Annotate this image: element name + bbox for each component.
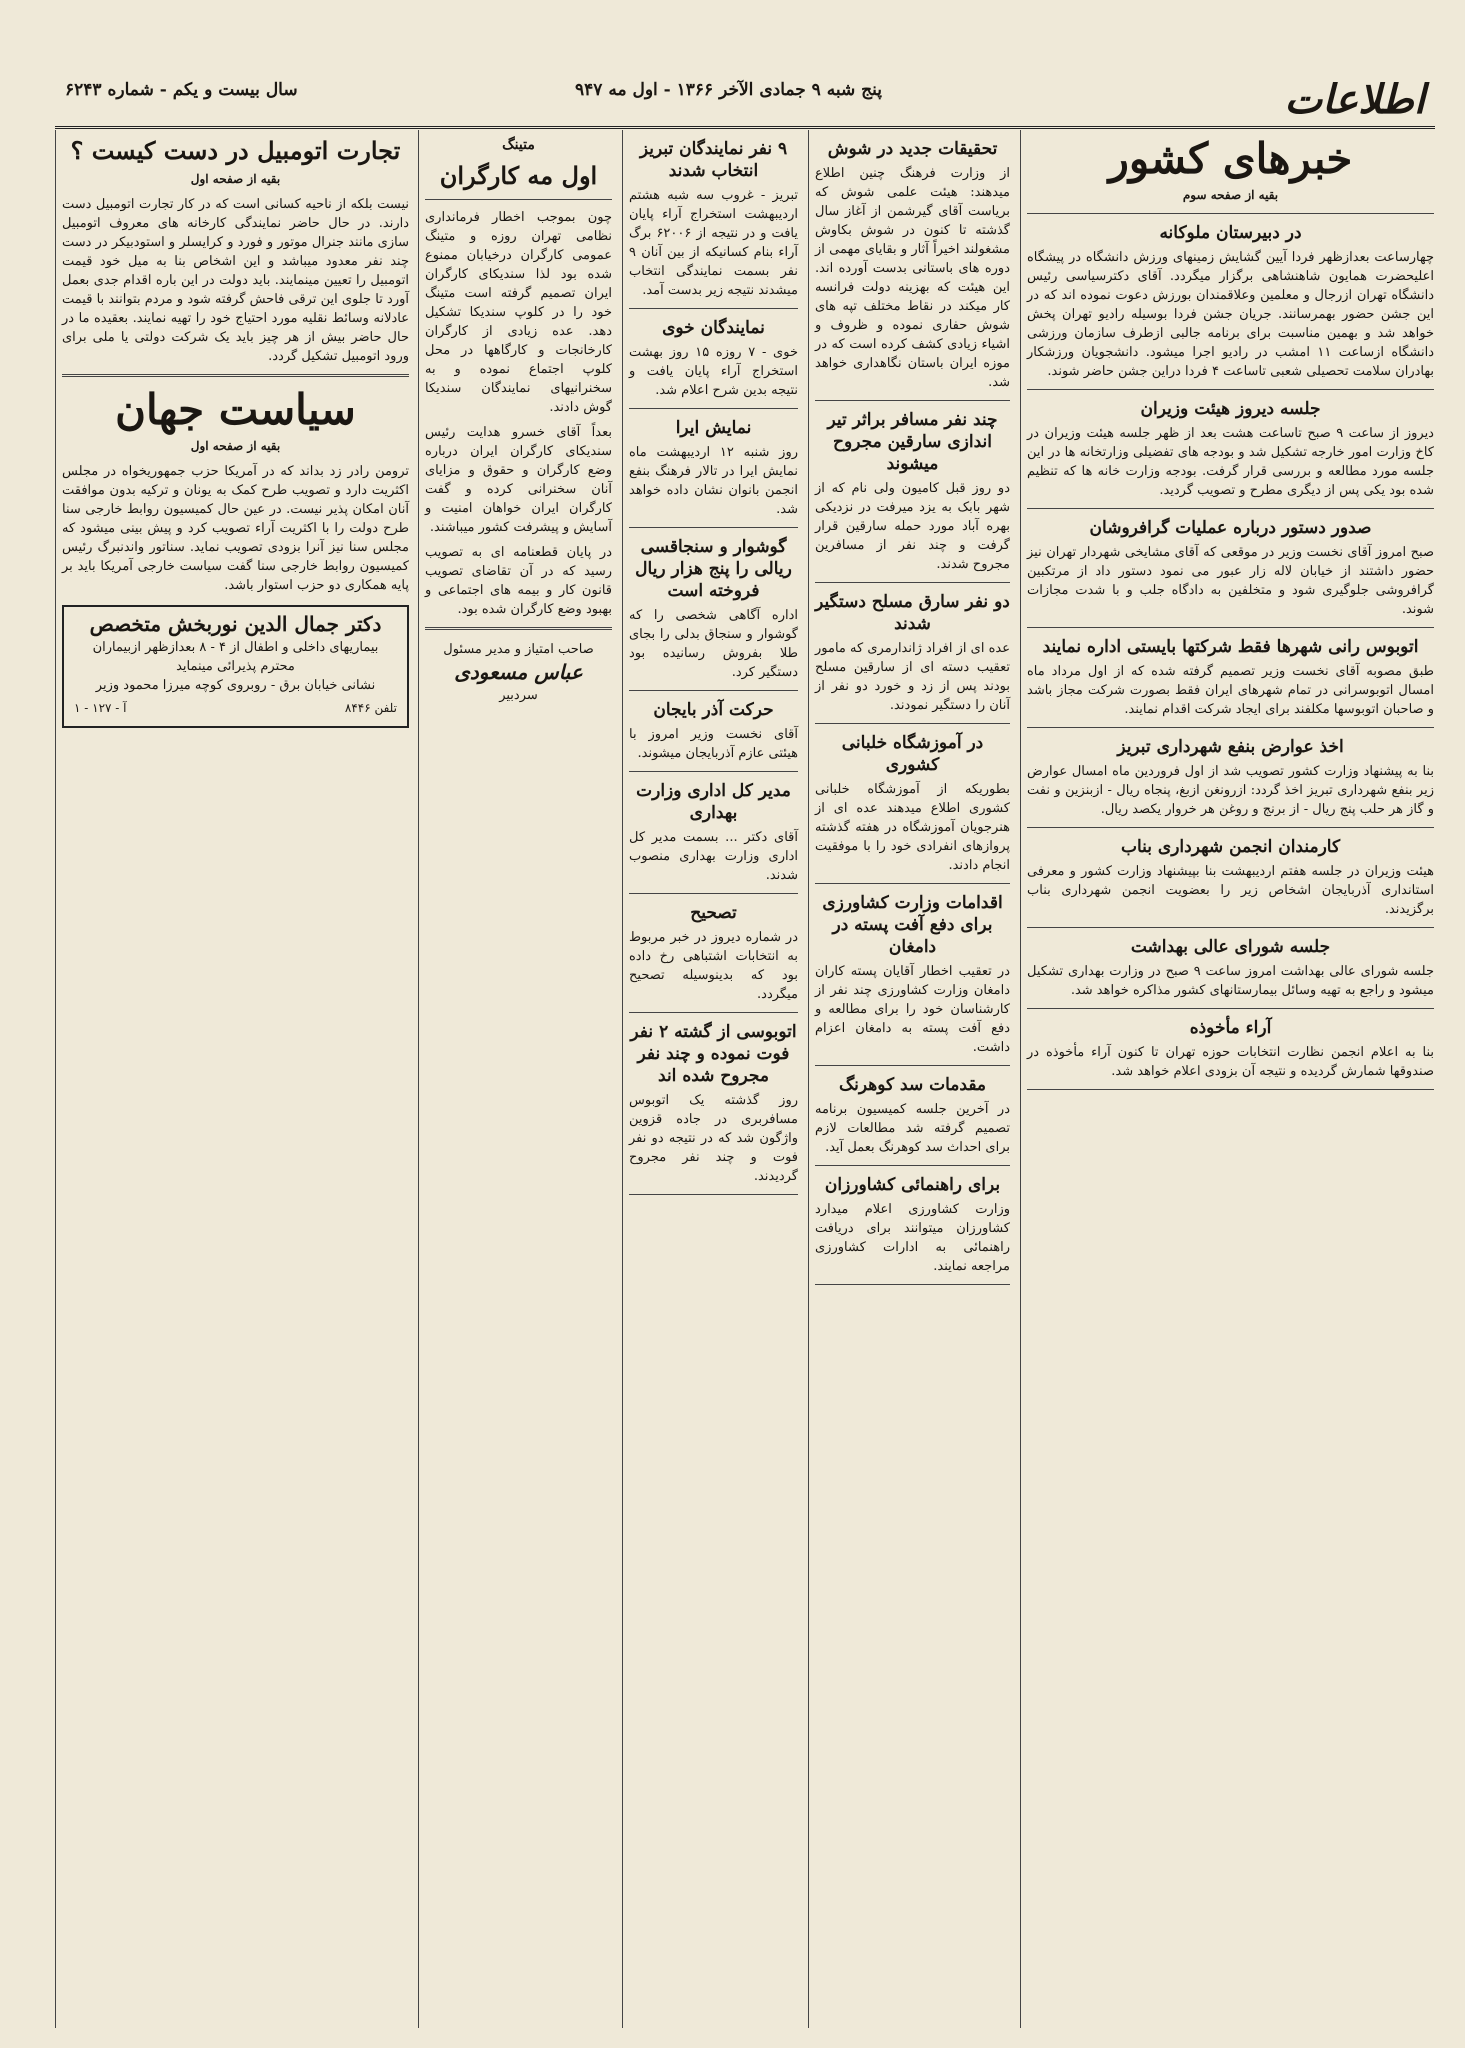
article-headline: دو نفر سارق مسلح دستگیر شدند xyxy=(815,592,1010,634)
article-headline: اتوبوس رانی شهرها فقط شرکتها بایستی اداره نمایند xyxy=(1042,637,1419,657)
article-body: صبح امروز آقای نخست وزیر در موقعی که آقای مشایخی شهردار تهران نیز حضور داشتند از خیابان لاله زار عبور می نمود دستور داد از مرتکبین گرافروشی جلوگیری شود و متخلفین به دادگاه جلب و با شدت مجازات شوند. xyxy=(1027,545,1434,617)
ad-title: دکتر جمال الدین نوربخش متخصص xyxy=(89,612,382,636)
article-body: از وزارت فرهنگ چنین اطلاع میدهند: هیئت علمی شوش که بریاست آقای گیرشمن از آغاز سال گذشته تا کنون در شوش بکاوش مشغولند اخیراً آثار و بقایای مهمی از دوره های باستانی بدست آورده اند. این هیئت که بهزینه دولت فرانسه کار میکند در نقاط مختلف تپه های شوش حفاری نموده و ظروف و اشیاء زیادی کشف کرده است که در موزه ایران باستان نگاهداری خواهد شد. xyxy=(815,166,1010,390)
article-paragraph: نیست بلکه از ناحیه کسانی است که در کار تجارت اتومبیل دست دارند. در حال حاضر نمایندگی کارخانه های معروف اتومبیل سازی مانند جنرال موتور و فورد و کرایسلر و استودبیکر در دست چند نفر معدود میباشد و این اشخاص بنا به میل خود قیمت اتومبیل را تعیین مینمایند. باید دولت در این باره اقدام جدی بعمل آورد تا جلوی این ترقی فاحش گرفته شود و مردم بتوانند با قیمت عادلانه وسائط نقلیه مورد احتیاج خود را تهیه نمایند. بعقیده ما در حال حاضر بیش از هر چیز باید یک شرکت دولتی یا ملی برای ورود اتومبیل تشکیل گردد. xyxy=(62,197,409,364)
article-headline: اقدامات وزارت کشاورزی برای دفع آفت پسته در دامغان xyxy=(822,893,1003,957)
publisher-signoff xyxy=(425,640,612,705)
article-body: هیئت وزیران در جلسه هفتم اردیبهشت بنا بپیشنهاد وزارت کشور و معرفی استانداری آذربایجان اشخاص زیر را بعضویت انجمن شهرداری بناب برگزیدند. xyxy=(1027,864,1434,917)
date-line: پنج شبه ۹ جمادی الآخر ۱۳۶۶ - اول مه ۹۴۷ xyxy=(575,80,882,100)
continued-note: بقیه از صفحه اول xyxy=(190,439,281,453)
article-body: آقای دکتر ... بسمت مدیر کل اداری وزارت بهداری منصوب شدند. xyxy=(629,830,798,883)
ad-code: آ - ۱۲۷ - ۱ xyxy=(74,701,127,715)
article-headline: ۹ نفر نمایندگان تبریز انتخاب شدند xyxy=(639,139,788,181)
article-body: دیروز از ساعت ۹ صبح تاساعت هشت بعد از ظهر جلسه هیئت وزیران در کاخ وزارت امور خارجه تشکیل شد و بودجه های تفضیلی وزارتخانه ها در این جلسه مورد مطالعه و بررسی قرار گرفت. بودجه وزارت خانه ها که تنظیم شده بود یکی پس از دیگری مطرح و تصویب گردید. xyxy=(1027,426,1434,498)
continued-note: بقیه از صفحه اول xyxy=(190,172,281,186)
article-headline: جلسه شورای عالی بهداشت xyxy=(1130,937,1331,957)
column-world xyxy=(55,130,415,2028)
article-body: روز گذشته یک اتوبوس مسافربری در جاده قزوین واژگون شد که در نتیجه دو نفر فوت و چند نفر مجروح گردیدند. xyxy=(629,1093,798,1184)
article-headline: جلسه دیروز هیئت وزیران xyxy=(1140,399,1321,419)
column-3 xyxy=(622,130,804,2028)
section-headline: خبرهای کشور xyxy=(1108,134,1353,183)
article-headline: در دبیرستان ملوکانه xyxy=(1159,223,1302,243)
article-body: چهارساعت بعدازظهر فردا آیین گشایش زمینهای ورزش دانشگاه در پیشگاه اعلیحضرت همایون شاهنشاهی برگزار میگردد. آقای دکترسیاسی رئیس دانشگاه تهران ازرجال و معلمین وعلاقمندان بورزش دعوت نموده اند که در این جشن حضور بهمرسانند. جریان جشن فردا بوسیله رادیو تهران پخش خواهد شد و بهمین مناسبت برای برنامه جالبی ازطرف سازمان ورزشی دانشگاه ازساعت ۱۱ امشب در رادیو اجرا میشود. دانشجویان ورزشکار بهادران سلامت تحصیلی شعبی تاساعت ۴ فردا دراین جشن حاضر شوند. xyxy=(1027,250,1434,379)
paper-name: اطلاعات xyxy=(1284,76,1425,123)
ad-phone: تلفن ۸۴۴۶ xyxy=(344,701,397,715)
article-body: دو روز قبل کامیون ولی نام که از شهر بابک به یزد میرفت در نزدیکی بهره آباد مورد حمله سارقین قرار گرفت و چند نفر از مسافرین مجروح شدند. xyxy=(815,481,1010,572)
article-body: وزارت کشاورزی اعلام میدارد کشاورزان میتوانند برای دریافت راهنمائی به ادارات کشاورزی مراجعه نمایند. xyxy=(815,1202,1010,1274)
article-paragraph: بعداً آقای خسرو هدایت رئیس سندیکای کارگران ایران درباره وضع کارگران و حقوق و مزایای آنان سخنرانی کرده و گفت کارگران ایران خواهان امنیت و آسایش و پیشرفت کشور میباشند. xyxy=(425,425,612,535)
headline-may-day: اول مه کارگران xyxy=(439,161,598,190)
article-body: جلسه شورای عالی بهداشت امروز ساعت ۹ صبح در وزارت بهداری تشکیل میشود و راجع به تهیه وسائل بیمارستانهای کشور مذاکره خواهد شد. xyxy=(1027,964,1434,998)
article-headline: مدیر کل اداری وزارت بهداری xyxy=(636,781,791,823)
article-body: در آخرین جلسه کمیسیون برنامه تصمیم گرفته شد مطالعات لازم برای احداث سد کوهرنگ بعمل آید. xyxy=(815,1102,1010,1155)
col2-articles xyxy=(815,138,1010,1285)
column-2 xyxy=(808,130,1016,2028)
article-body: آقای نخست وزیر امروز با هیئتی عازم آذربایجان میشوند. xyxy=(629,727,798,761)
article-headline: حرکت آذر بایجان xyxy=(653,700,774,720)
article-body: تبریز - غروب سه شبه هشتم اردیبهشت استخراج آراء پایان یافت و در نتیجه از ۶۲۰۰۶ برگ آراء بنام کسانیکه از بین آنان ۹ نفر بسمت نمایندگی انتخاب میشدند نتیجه زیر بدست آمد. xyxy=(629,188,799,298)
article-body: در تعقیب اخطار آقایان پسته کاران دامغان وزارت کشاورزی چند نفر از کارشناسان خود را برای مطالعه و دفع آفت پسته به دامغان اعزام داشت. xyxy=(815,964,1010,1055)
article-paragraph: ترومن رادر زد بداند که در آمریکا حزب جمهوریخواه در مجلس اکثریت دارد و تصویب طرح کمک به یونان و ترکیه بدون موافقت آنان امکان پذیر نیست. در عین حال کمیسیون روابط خارجی سنا طرح دولت را با اکثریت آراء تصویب کرد و پیش بینی میشود که مجلس سنا نیز آنرا بزودی تصویب نماید. سناتور واندنبرگ رئیس کمیسیون روابط خارجی سنا گفت سیاست خارجی آمریکا باید بر پایه همکاری دو حزب استوار باشد. xyxy=(62,464,409,593)
article-headline: مقدمات سد کوهرنگ xyxy=(838,1075,987,1095)
article-body: طبق مصوبه آقای نخست وزیر تصمیم گرفته شده که از اول مرداد ماه امسال اتوبوسرانی در تمام شهرهای ایران فقط بصورت شرکت مجاز باشد و صاحبان اتوبوسها مکلفند برای ایجاد شرکت اقدام نمایند. xyxy=(1027,664,1434,717)
article-body: خوی - ۷ روزه ۱۵ روز بهشت استخراج آراء پایان یافت و نتیجه بدین شرح اعلام شد. xyxy=(629,345,798,398)
column-news-of-country xyxy=(1020,130,1440,2028)
article-headline: تحقیقات جدید در شوش xyxy=(827,139,998,159)
ad-line: بیماریهای داخلی و اطفال از ۴ - ۸ بعدازظهر ازبیماران محترم پذیرائی مینماید xyxy=(92,640,379,674)
article-headline: برای راهنمائی کشاورزان xyxy=(824,1175,1001,1195)
article-headline: چند نفر مسافر براثر تیر اندازی سارقین مجروح میشوند xyxy=(827,410,998,474)
article-body: بنا به پیشنهاد وزارت کشور تصویب شد از اول فروردین ماه امسال عوارض زیر بنفع شهرداری تبریز اخذ گردد: ازرونغن ازبغ، پنجاه ریال - ازبنزین و نفت و گاز هر حلب پنج ریال - از برنج و روغن هر خروار یکصد ریال. xyxy=(1027,764,1434,817)
article-body: عده ای از افراد ژاندارمری که مامور تعقیب دسته ای از سارقین مسلح بودند پس از زد و خورد دو نفر از آنان را دستگیر نمودند. xyxy=(815,641,1010,713)
col3-articles xyxy=(629,138,798,1195)
article-headline: کارمندان انجمن شهرداری بناب xyxy=(1120,837,1341,857)
signature-label: صاحب امتیاز و مدیر مسئول xyxy=(443,642,594,657)
article-body: بنا به اعلام انجمن نظارت انتخابات حوزه تهران تا کنون آراء مأخوذه در صندوقها شمارش گردیده و نتیجه آن بزودی اعلام خواهد شد. xyxy=(1027,1045,1434,1079)
article-headline: نمایش ایرا xyxy=(675,418,752,438)
article-paragraph: در پایان قطعنامه ای به تصویب رسید که در آن تقاضای تصویب قانون کار و بیمه های اجتماعی و بهبود وضع کارگران شده بود. xyxy=(425,545,612,617)
article-headline: صدور دستور درباره عملیات گرافروشان xyxy=(1089,518,1372,538)
doctor-advertisement xyxy=(62,605,409,728)
article-paragraph: چون بموجب اخطار فرمانداری نظامی تهران روزه و متینگ عمومی کارگران درخیابان ممنوع شده بود لذا سندیکای کارگران ایران تصمیم گرفته است متینگ خود را در کلوپ سندیکا تشکیل دهد. عده زیادی از کارگران کارخانجات و کارگاهها در محل کلوپ اجتماع نموده و به سخنرانیهای نمایندگان سندیکا گوش دادند. xyxy=(425,210,612,415)
article-body: اداره آگاهی شخصی را که گوشوار و سنجاق بدلی را بجای طلا بفروش رسانیده بود دستگیر کرد. xyxy=(629,608,798,680)
article-headline: گوشوار و سنجاقسی ریالی را پنج هزار ریال فروخته است xyxy=(635,537,792,601)
headline-car-trade: تجارت اتومبیل در دست کیست ؟ xyxy=(70,136,401,165)
article-headline: نمایندگان خوی xyxy=(662,318,765,338)
article-body: روز شنبه ۱۲ اردیبهشت ماه نمایش ایرا در تالار فرهنگ بنفع انجمن بانوان نشان داده خواهد شد. xyxy=(629,445,799,517)
column-may-day xyxy=(418,130,618,2028)
issue-info: سال بیست و یکم - شماره ۶۲۴۳ xyxy=(65,80,298,100)
article-headline: اخذ عوارض بنفع شهرداری تبریز xyxy=(1117,737,1344,757)
article-body: در شماره دیروز در خبر مربوط به انتخابات اشتباهی رخ داده بود که بدینوسیله تصحیح میگردد. xyxy=(629,930,798,1002)
headline-world-politics: سیاست جهان xyxy=(115,385,356,434)
editor-label: سردبیر xyxy=(499,688,538,703)
masthead xyxy=(55,62,1435,129)
ad-address: نشانی خیابان برق - روبروی کوچه میرزا محمود وزیر xyxy=(95,678,376,693)
article-headline: آراء مأخوذه xyxy=(1189,1018,1272,1038)
col1-articles xyxy=(1027,222,1434,1090)
article-body: بطوریکه از آموزشگاه خلبانی کشوری اطلاع میدهند عده ای از هنرجویان آموزشگاه در هفته گذشته پروازهای انفرادی خود را با موفقیت انجام دادند. xyxy=(815,782,1010,873)
article-headline: اتوبوسی از گشته ۲ نفر فوت نموده و چند نفر مجروح شده اند xyxy=(630,1022,797,1086)
publisher-signature: عباس مسعودی xyxy=(454,660,583,684)
headline-kicker: متینگ xyxy=(502,137,535,153)
continued-note: بقیه از صفحه سوم xyxy=(1182,188,1279,202)
article-headline: تصحیح xyxy=(690,903,737,923)
article-headline: در آموزشگاه خلبانی کشوری xyxy=(841,733,984,775)
